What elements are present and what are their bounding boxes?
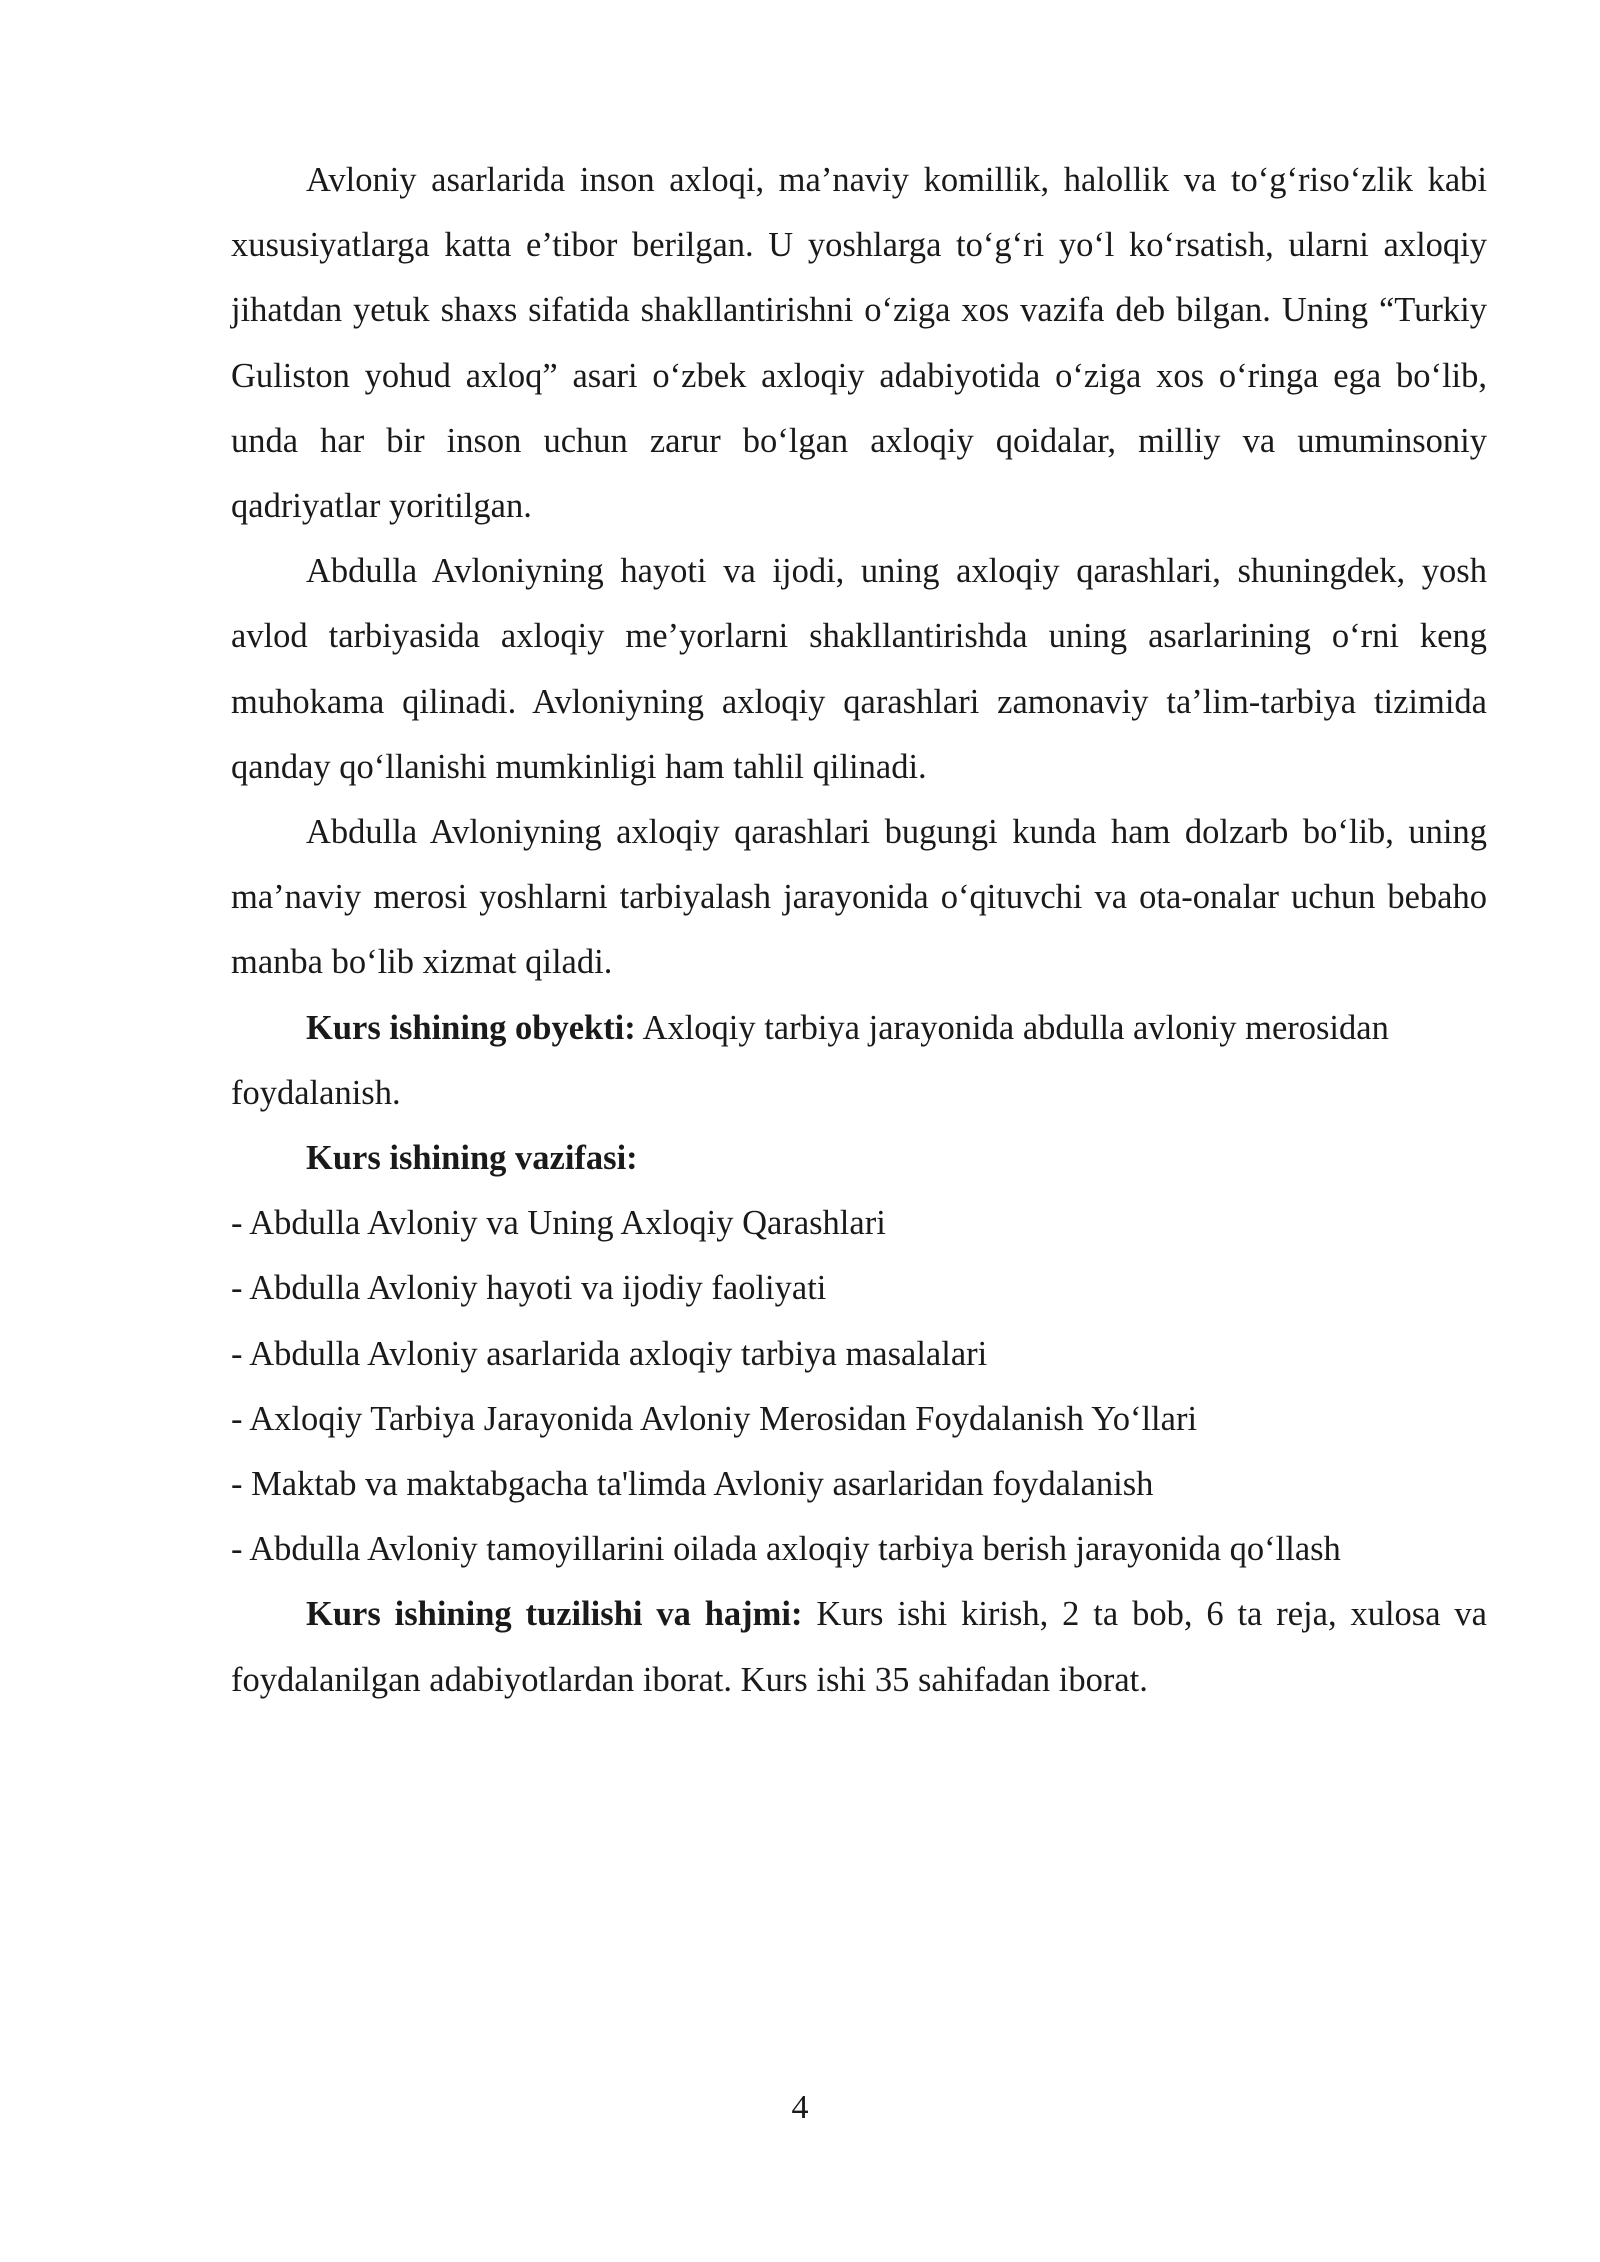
paragraph-avloniy-life-and-work: Abdulla Avloniyning hayoti va ijodi, uning axloqiy qarashlari, shuningdek, yosh avlod tarbiyasida axloqiy me’yorlarni shakllantirishda uning asarlarining o‘rni keng muhokama qilinadi. Avloniyning axloqiy qarashlari zamonaviy ta’lim-tarbiya tizimida qanday qo‘llanishi mumkinligi ham tahlil qilinadi. <box>231 552 1487 786</box>
list-item: - Abdulla Avloniy hayoti va ijodiy faoliyati <box>231 1269 827 1308</box>
course-tasks-list <box>231 1191 1487 1582</box>
page-number: 4 <box>791 2089 809 2126</box>
list-item: - Abdulla Avloniy tamoyillarini oilada axloqiy tarbiya berish jarayonida qo‘llash <box>231 1530 1341 1569</box>
course-structure-paragraph <box>231 1582 1487 1712</box>
list-item: - Axloqiy Tarbiya Jarayonida Avloniy Merosidan Foydalanish Yo‘llari <box>231 1399 1198 1438</box>
course-tasks-label: Kurs ishining vazifasi: <box>306 1139 638 1178</box>
course-object-paragraph <box>231 996 1487 1126</box>
course-object-label: Kurs ishining obyekti: <box>306 1008 636 1047</box>
list-item: - Abdulla Avloniy va Uning Axloqiy Qarashlari <box>231 1204 886 1243</box>
course-structure-label: Kurs ishining tuzilishi va hajmi: <box>306 1595 803 1634</box>
course-structure-text: Kurs ishi kirish, 2 ta bob, 6 ta reja, xulosa va foydalanilgan adabiyotlardan iborat. Kurs ishi 35 sahifadan iborat. <box>231 1595 1487 1699</box>
list-item: - Abdulla Avloniy asarlarida axloqiy tarbiya masalalari <box>231 1334 988 1373</box>
paragraph-avloniy-ethics: Avloniy asarlarida inson axloqi, ma’naviy komillik, halollik va to‘g‘riso‘zlik kabi xususiyatlarga katta e’tibor berilgan. U yoshlarga to‘g‘ri yo‘l ko‘rsatish, ularni axloqiy jihatdan yetuk shaxs sifatida shakllantirishni o‘ziga xos vazifa deb bilgan. Uning “Turkiy Guliston yohud axloq” asari o‘zbek axloqiy adabiyotida o‘ziga xos o‘ringa ega bo‘lib, unda har bir inson uchun zarur bo‘lgan axloqiy qoidalar, milliy va umuminsoniy qadriyatlar yoritilgan. <box>231 161 1487 526</box>
list-item: - Maktab va maktabgacha ta'limda Avloniy asarlaridan foydalanish <box>231 1465 1154 1504</box>
course-object-text: Axloqiy tarbiya jarayonida abdulla avloniy merosidan foydalanish. <box>231 1008 1389 1112</box>
course-tasks-heading <box>231 1126 1487 1191</box>
page-content <box>231 148 1487 1713</box>
paragraph-avloniy-relevance: Abdulla Avloniyning axloqiy qarashlari bugungi kunda ham dolzarb bo‘lib, uning ma’naviy merosi yoshlarni tarbiyalash jarayonida o‘qituvchi va ota-onalar uchun bebaho manba bo‘lib xizmat qiladi. <box>231 813 1487 982</box>
